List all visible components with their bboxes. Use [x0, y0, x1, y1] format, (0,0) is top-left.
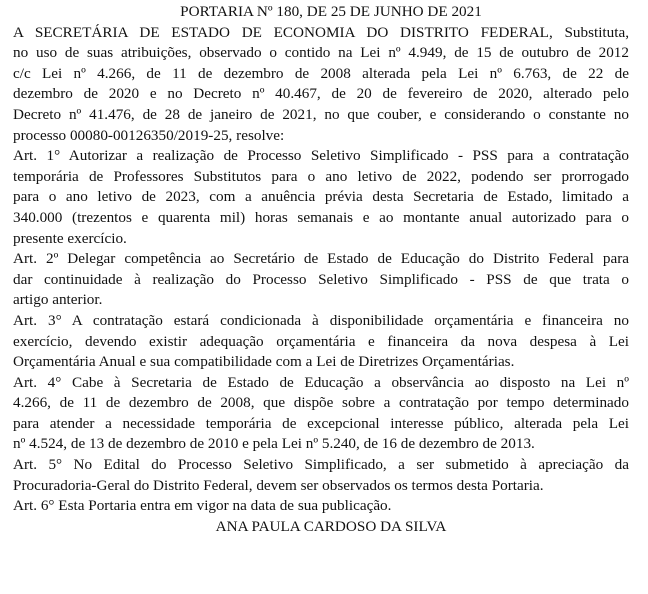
preamble-line: Decreto nº 41.476, de 28 de janeiro de 2021, no que couber, e considerando o constante no: [13, 105, 629, 123]
article-4-line: nº 4.524, de 13 de dezembro de 2010 e pela Lei nº 5.240, de 16 de dezembro de 2013.: [13, 435, 535, 453]
article-5-line: Procuradoria-Geral do Distrito Federal, devem ser observados os termos desta Portaria.: [13, 476, 544, 494]
document-page: [13, 0, 629, 537]
article-3-line: Orçamentária Anual e sua compatibilidade com a Lei de Diretrizes Orçamentárias.: [13, 353, 515, 371]
article-1-line: presente exercício.: [13, 229, 127, 247]
article-4-line: Art. 4° Cabe à Secretaria de Estado de Educação a observância ao disposto na Lei nº: [13, 373, 629, 391]
article-1-line: para o ano letivo de 2023, com a anuência prévia desta Secretaria de Estado, limitado a: [13, 188, 629, 206]
article-3-line: Art. 3° A contratação estará condicionada à disponibilidade orçamentária e financeira no: [13, 311, 629, 329]
preamble-line: dezembro de 2020 e no Decreto nº 40.467, de 20 de fevereiro de 2020, alterado pelo: [13, 85, 629, 103]
article-2-line: artigo anterior.: [13, 291, 103, 309]
article-1-line: Art. 1° Autorizar a realização de Processo Seletivo Simplificado - PSS para a contratação: [13, 147, 629, 165]
article-4-line: 4.266, de 11 de dezembro de 2008, que dispõe sobre a contratação por tempo determinado: [13, 394, 629, 412]
article-1-line: 340.000 (trezentos e quarenta mil) horas semanais e ao montante anual autorizado para o: [13, 208, 629, 226]
preamble-line: A SECRETÁRIA DE ESTADO DE ECONOMIA DO DISTRITO FEDERAL, Substituta,: [13, 23, 629, 41]
article-5-line: Art. 5° No Edital do Processo Seletivo Simplificado, a ser submetido à apreciação da: [13, 456, 629, 474]
article-4-line: para atender a necessidade temporária de excepcional interesse público, alterada pela Lei: [13, 414, 629, 432]
preamble-line: no uso de suas atribuições, observado o contido na Lei nº 4.949, de 15 de outubro de 2012: [13, 44, 629, 62]
article-5: [13, 455, 629, 496]
article-1: [13, 146, 629, 249]
article-2: [13, 249, 629, 311]
article-6-line: Art. 6° Esta Portaria entra em vigor na data de sua publicação.: [13, 497, 392, 515]
article-2-line: dar continuidade à realização do Processo Seletivo Simplificado - PSS de que trata o: [13, 270, 629, 288]
document-title: PORTARIA Nº 180, DE 25 DE JUNHO DE 2021: [180, 3, 482, 20]
article-3: [13, 311, 629, 373]
article-3-line: exercício, devendo existir adequação orçamentária e financeira da nova despesa à Lei: [13, 332, 629, 350]
preamble-line: processo 00080-00126350/2019-25, resolve:: [13, 126, 285, 144]
article-6: [13, 496, 629, 517]
signature-name: ANA PAULA CARDOSO DA SILVA: [215, 517, 447, 535]
article-1-line: temporária de Professores Substitutos para o ano letivo de 2022, podendo ser prorrogado: [13, 167, 629, 185]
article-4: [13, 373, 629, 455]
preamble-paragraph: [13, 23, 629, 147]
preamble-line: c/c Lei nº 4.266, de 11 de dezembro de 2008 alterada pela Lei nº 6.763, de 22 de: [13, 64, 629, 82]
article-2-line: Art. 2º Delegar competência ao Secretário de Estado de Educação do Distrito Federal para: [13, 250, 629, 268]
